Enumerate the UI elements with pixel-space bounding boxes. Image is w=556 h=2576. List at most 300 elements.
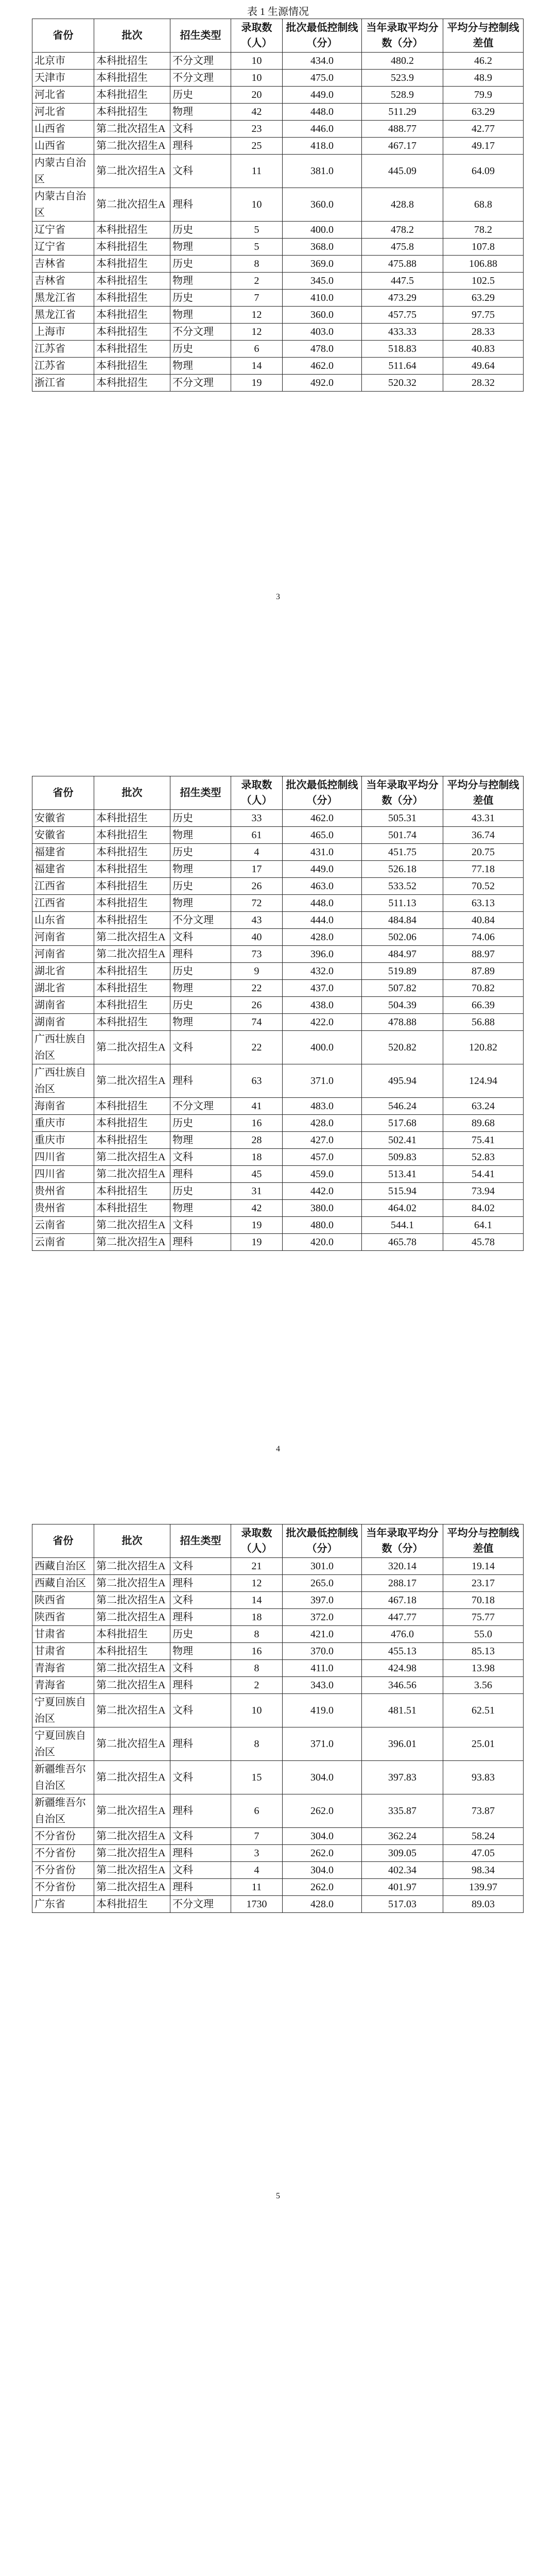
avg-score-cell: 445.09 <box>362 155 443 188</box>
batch-cell: 第二批次招生A <box>94 946 170 963</box>
batch-cell: 本科批招生 <box>94 827 170 844</box>
type-cell: 不分文理 <box>170 53 231 70</box>
table-row <box>32 1677 524 1694</box>
avg-score-cell: 505.31 <box>362 810 443 827</box>
min-control-line-cell: 368.0 <box>283 239 362 256</box>
min-control-line-cell: 478.0 <box>283 341 362 358</box>
batch-header: 批次 <box>94 1524 170 1558</box>
type-cell: 理科 <box>170 1234 231 1251</box>
batch-cell: 第二批次招生A <box>94 1761 170 1794</box>
min-control-line-cell: 432.0 <box>283 963 362 980</box>
min-control-line-cell: 448.0 <box>283 895 362 912</box>
province-cell: 云南省 <box>32 1217 94 1234</box>
admitted-count-cell: 5 <box>231 239 283 256</box>
score-diff-cell: 93.83 <box>443 1761 524 1794</box>
avg-score-cell: 513.41 <box>362 1166 443 1183</box>
score-diff-cell: 88.97 <box>443 946 524 963</box>
avg-score-cell: 509.83 <box>362 1149 443 1166</box>
province-cell: 内蒙古自治区 <box>32 155 94 188</box>
score-diff-cell: 89.03 <box>443 1896 524 1913</box>
type-cell: 历史 <box>170 341 231 358</box>
province-cell: 重庆市 <box>32 1132 94 1149</box>
batch-cell: 本科批招生 <box>94 1115 170 1132</box>
score-diff-cell: 79.9 <box>443 87 524 104</box>
min-control-line-cell: 396.0 <box>283 946 362 963</box>
type-cell: 理科 <box>170 188 231 222</box>
admitted-count-cell: 1730 <box>231 1896 283 1913</box>
type-cell: 历史 <box>170 290 231 307</box>
score-diff-cell: 28.32 <box>443 375 524 392</box>
avg-score-header: 当年录取平均分数（分） <box>362 1524 443 1558</box>
min-control-line-cell: 301.0 <box>283 1558 362 1575</box>
avg-score-cell: 518.83 <box>362 341 443 358</box>
score-diff-header: 平均分与控制线差值 <box>443 776 524 810</box>
min-control-line-cell: 437.0 <box>283 980 362 997</box>
batch-cell: 本科批招生 <box>94 222 170 239</box>
avg-score-cell: 484.84 <box>362 912 443 929</box>
type-cell: 理科 <box>170 138 231 155</box>
province-header: 省份 <box>32 19 94 53</box>
type-cell: 物理 <box>170 307 231 324</box>
source-table-page-3 <box>32 19 524 392</box>
province-cell: 贵州省 <box>32 1200 94 1217</box>
table-row <box>32 358 524 375</box>
batch-cell: 本科批招生 <box>94 1183 170 1200</box>
score-diff-cell: 66.39 <box>443 997 524 1014</box>
score-diff-cell: 63.29 <box>443 104 524 121</box>
admitted-count-cell: 12 <box>231 1575 283 1592</box>
table-row <box>32 1115 524 1132</box>
admitted-count-cell: 8 <box>231 256 283 273</box>
admitted-count-cell: 9 <box>231 963 283 980</box>
province-cell: 贵州省 <box>32 1183 94 1200</box>
score-diff-cell: 70.52 <box>443 878 524 895</box>
avg-score-cell: 523.9 <box>362 70 443 87</box>
avg-score-cell: 335.87 <box>362 1794 443 1828</box>
admitted-count-cell: 11 <box>231 1879 283 1896</box>
score-diff-cell: 70.82 <box>443 980 524 997</box>
min-control-line-cell: 462.0 <box>283 810 362 827</box>
table-row <box>32 239 524 256</box>
type-cell: 文科 <box>170 1694 231 1727</box>
type-cell: 文科 <box>170 1592 231 1609</box>
province-cell: 内蒙古自治区 <box>32 188 94 222</box>
table-row <box>32 256 524 273</box>
table-row <box>32 929 524 946</box>
type-cell: 不分文理 <box>170 912 231 929</box>
table-row <box>32 1845 524 1862</box>
avg-score-cell: 346.56 <box>362 1677 443 1694</box>
avg-score-cell: 502.06 <box>362 929 443 946</box>
table-row <box>32 946 524 963</box>
score-diff-cell: 78.2 <box>443 222 524 239</box>
province-cell: 北京市 <box>32 53 94 70</box>
batch-cell: 本科批招生 <box>94 895 170 912</box>
province-cell: 西藏自治区 <box>32 1575 94 1592</box>
min-control-line-header: 批次最低控制线（分） <box>283 776 362 810</box>
table-row <box>32 1183 524 1200</box>
admitted-count-cell: 7 <box>231 1828 283 1845</box>
table-row <box>32 1217 524 1234</box>
type-cell: 文科 <box>170 1862 231 1879</box>
table-row <box>32 1149 524 1166</box>
province-cell: 江苏省 <box>32 341 94 358</box>
batch-cell: 本科批招生 <box>94 239 170 256</box>
min-control-line-cell: 370.0 <box>283 1643 362 1660</box>
province-cell: 山西省 <box>32 121 94 138</box>
table-row <box>32 1200 524 1217</box>
admitted-count-cell: 41 <box>231 1098 283 1115</box>
min-control-line-cell: 262.0 <box>283 1845 362 1862</box>
avg-score-cell: 495.94 <box>362 1064 443 1098</box>
score-diff-header: 平均分与控制线差值 <box>443 1524 524 1558</box>
province-cell: 河北省 <box>32 87 94 104</box>
avg-score-cell: 533.52 <box>362 878 443 895</box>
table-row <box>32 1166 524 1183</box>
score-diff-cell: 87.89 <box>443 963 524 980</box>
table-row <box>32 121 524 138</box>
type-cell: 不分文理 <box>170 1098 231 1115</box>
min-control-line-cell: 427.0 <box>283 1132 362 1149</box>
type-cell: 物理 <box>170 239 231 256</box>
avg-score-cell: 511.13 <box>362 895 443 912</box>
avg-score-cell: 475.88 <box>362 256 443 273</box>
score-diff-cell: 19.14 <box>443 1558 524 1575</box>
table-row <box>32 222 524 239</box>
admitted-count-cell: 4 <box>231 1862 283 1879</box>
score-diff-cell: 28.33 <box>443 324 524 341</box>
avg-score-header: 当年录取平均分数（分） <box>362 19 443 53</box>
table-row <box>32 1064 524 1098</box>
score-diff-cell: 63.29 <box>443 290 524 307</box>
avg-score-cell: 480.2 <box>362 53 443 70</box>
score-diff-cell: 56.88 <box>443 1014 524 1031</box>
score-diff-cell: 49.64 <box>443 358 524 375</box>
type-cell: 物理 <box>170 980 231 997</box>
batch-cell: 第二批次招生A <box>94 1660 170 1677</box>
avg-score-cell: 396.01 <box>362 1727 443 1761</box>
batch-cell: 本科批招生 <box>94 878 170 895</box>
type-cell: 物理 <box>170 1643 231 1660</box>
table-row <box>32 155 524 188</box>
type-cell: 文科 <box>170 1149 231 1166</box>
type-cell: 文科 <box>170 1217 231 1234</box>
min-control-line-cell: 403.0 <box>283 324 362 341</box>
avg-score-cell: 511.29 <box>362 104 443 121</box>
source-table-page-5 <box>32 1524 524 1913</box>
table-row <box>32 980 524 997</box>
avg-score-cell: 511.64 <box>362 358 443 375</box>
province-cell: 山西省 <box>32 138 94 155</box>
avg-score-cell: 488.77 <box>362 121 443 138</box>
score-diff-cell: 54.41 <box>443 1166 524 1183</box>
province-cell: 广西壮族自治区 <box>32 1031 94 1064</box>
table-row <box>32 1879 524 1896</box>
admitted-count-cell: 23 <box>231 121 283 138</box>
province-cell: 辽宁省 <box>32 239 94 256</box>
score-diff-cell: 77.18 <box>443 861 524 878</box>
avg-score-cell: 467.18 <box>362 1592 443 1609</box>
avg-score-cell: 447.5 <box>362 273 443 290</box>
min-control-line-cell: 371.0 <box>283 1727 362 1761</box>
admitted-count-cell: 7 <box>231 290 283 307</box>
admitted-count-cell: 74 <box>231 1014 283 1031</box>
province-cell: 宁夏回族自治区 <box>32 1694 94 1727</box>
province-cell: 不分省份 <box>32 1845 94 1862</box>
avg-score-cell: 481.51 <box>362 1694 443 1727</box>
province-cell: 青海省 <box>32 1677 94 1694</box>
admitted-count-cell: 26 <box>231 878 283 895</box>
admitted-count-cell: 43 <box>231 912 283 929</box>
batch-cell: 本科批招生 <box>94 273 170 290</box>
min-control-line-cell: 400.0 <box>283 1031 362 1064</box>
batch-header: 批次 <box>94 19 170 53</box>
province-cell: 福建省 <box>32 861 94 878</box>
min-control-line-cell: 304.0 <box>283 1761 362 1794</box>
admitted-count-cell: 10 <box>231 53 283 70</box>
score-diff-cell: 3.56 <box>443 1677 524 1694</box>
min-control-line-cell: 372.0 <box>283 1609 362 1626</box>
admitted-count-cell: 8 <box>231 1727 283 1761</box>
score-diff-cell: 46.2 <box>443 53 524 70</box>
table-row <box>32 104 524 121</box>
min-control-line-cell: 419.0 <box>283 1694 362 1727</box>
admitted-count-cell: 25 <box>231 138 283 155</box>
min-control-line-cell: 304.0 <box>283 1828 362 1845</box>
score-diff-cell: 75.41 <box>443 1132 524 1149</box>
min-control-line-cell: 448.0 <box>283 104 362 121</box>
admitted-count-cell: 73 <box>231 946 283 963</box>
admitted-count-cell: 10 <box>231 1694 283 1727</box>
avg-score-cell: 515.94 <box>362 1183 443 1200</box>
table-row <box>32 810 524 827</box>
type-cell: 文科 <box>170 121 231 138</box>
province-cell: 宁夏回族自治区 <box>32 1727 94 1761</box>
score-diff-cell: 64.1 <box>443 1217 524 1234</box>
avg-score-cell: 546.24 <box>362 1098 443 1115</box>
score-diff-cell: 98.34 <box>443 1862 524 1879</box>
admitted-count-cell: 11 <box>231 155 283 188</box>
type-cell: 历史 <box>170 222 231 239</box>
admitted-count-cell: 3 <box>231 1845 283 1862</box>
batch-cell: 本科批招生 <box>94 1014 170 1031</box>
batch-header: 批次 <box>94 776 170 810</box>
table-caption: 表 1 生源情况 <box>247 6 309 18</box>
province-cell: 陕西省 <box>32 1592 94 1609</box>
table-row <box>32 1592 524 1609</box>
avg-score-cell: 457.75 <box>362 307 443 324</box>
type-header: 招生类型 <box>170 1524 231 1558</box>
avg-score-cell: 455.13 <box>362 1643 443 1660</box>
admitted-count-cell: 2 <box>231 273 283 290</box>
min-control-line-cell: 262.0 <box>283 1794 362 1828</box>
page-number: 5 <box>276 2192 280 2200</box>
province-cell: 广东省 <box>32 1896 94 1913</box>
avg-score-cell: 433.33 <box>362 324 443 341</box>
province-cell: 上海市 <box>32 324 94 341</box>
score-diff-cell: 43.31 <box>443 810 524 827</box>
table-row <box>32 1694 524 1727</box>
type-cell: 历史 <box>170 256 231 273</box>
admitted-count-cell: 16 <box>231 1115 283 1132</box>
batch-cell: 第二批次招生A <box>94 1609 170 1626</box>
avg-score-header: 当年录取平均分数（分） <box>362 776 443 810</box>
avg-score-cell: 476.0 <box>362 1626 443 1643</box>
score-diff-cell: 40.84 <box>443 912 524 929</box>
province-cell: 不分省份 <box>32 1879 94 1896</box>
batch-cell: 本科批招生 <box>94 1200 170 1217</box>
type-cell: 历史 <box>170 87 231 104</box>
province-cell: 河北省 <box>32 104 94 121</box>
province-cell: 湖南省 <box>32 997 94 1014</box>
batch-cell: 第二批次招生A <box>94 1592 170 1609</box>
score-diff-cell: 55.0 <box>443 1626 524 1643</box>
batch-cell: 第二批次招生A <box>94 1575 170 1592</box>
table-row <box>32 912 524 929</box>
score-diff-cell: 49.17 <box>443 138 524 155</box>
province-cell: 陕西省 <box>32 1609 94 1626</box>
score-diff-cell: 47.05 <box>443 1845 524 1862</box>
avg-score-cell: 424.98 <box>362 1660 443 1677</box>
batch-cell: 第二批次招生A <box>94 1234 170 1251</box>
type-cell: 物理 <box>170 861 231 878</box>
min-control-line-cell: 428.0 <box>283 1115 362 1132</box>
province-cell: 新疆维吾尔自治区 <box>32 1794 94 1828</box>
province-cell: 不分省份 <box>32 1862 94 1879</box>
province-cell: 天津市 <box>32 70 94 87</box>
type-cell: 理科 <box>170 946 231 963</box>
batch-cell: 本科批招生 <box>94 358 170 375</box>
min-control-line-cell: 360.0 <box>283 188 362 222</box>
table-row <box>32 861 524 878</box>
admitted-count-cell: 72 <box>231 895 283 912</box>
province-cell: 安徽省 <box>32 827 94 844</box>
batch-cell: 第二批次招生A <box>94 138 170 155</box>
header-row <box>32 19 524 53</box>
min-control-line-cell: 418.0 <box>283 138 362 155</box>
type-cell: 理科 <box>170 1845 231 1862</box>
min-control-line-cell: 343.0 <box>283 1677 362 1694</box>
province-cell: 湖北省 <box>32 980 94 997</box>
table-row <box>32 341 524 358</box>
table-row <box>32 307 524 324</box>
batch-cell: 本科批招生 <box>94 1098 170 1115</box>
province-cell: 新疆维吾尔自治区 <box>32 1761 94 1794</box>
min-control-line-header: 批次最低控制线（分） <box>283 19 362 53</box>
province-header: 省份 <box>32 1524 94 1558</box>
province-cell: 河南省 <box>32 929 94 946</box>
table-row <box>32 1609 524 1626</box>
batch-cell: 第二批次招生A <box>94 1217 170 1234</box>
avg-score-cell: 501.74 <box>362 827 443 844</box>
page-number: 4 <box>276 1445 280 1453</box>
score-diff-cell: 75.77 <box>443 1609 524 1626</box>
avg-score-cell: 401.97 <box>362 1879 443 1896</box>
min-control-line-cell: 265.0 <box>283 1575 362 1592</box>
admitted-count-cell: 10 <box>231 188 283 222</box>
admitted-count-cell: 18 <box>231 1149 283 1166</box>
admitted-count-cell: 31 <box>231 1183 283 1200</box>
avg-score-cell: 362.24 <box>362 1828 443 1845</box>
batch-cell: 第二批次招生A <box>94 1727 170 1761</box>
province-cell: 甘肃省 <box>32 1643 94 1660</box>
avg-score-cell: 402.34 <box>362 1862 443 1879</box>
type-cell: 理科 <box>170 1794 231 1828</box>
province-cell: 广西壮族自治区 <box>32 1064 94 1098</box>
min-control-line-cell: 428.0 <box>283 929 362 946</box>
admitted-count-header: 录取数（人） <box>231 776 283 810</box>
score-diff-cell: 64.09 <box>443 155 524 188</box>
avg-score-cell: 478.88 <box>362 1014 443 1031</box>
score-diff-cell: 89.68 <box>443 1115 524 1132</box>
table-row <box>32 324 524 341</box>
type-cell: 文科 <box>170 1031 231 1064</box>
min-control-line-cell: 444.0 <box>283 912 362 929</box>
min-control-line-cell: 475.0 <box>283 70 362 87</box>
avg-score-cell: 465.78 <box>362 1234 443 1251</box>
type-cell: 理科 <box>170 1064 231 1098</box>
batch-cell: 本科批招生 <box>94 87 170 104</box>
province-cell: 青海省 <box>32 1660 94 1677</box>
type-cell: 物理 <box>170 827 231 844</box>
min-control-line-cell: 371.0 <box>283 1064 362 1098</box>
min-control-line-cell: 369.0 <box>283 256 362 273</box>
avg-score-cell: 484.97 <box>362 946 443 963</box>
batch-cell: 第二批次招生A <box>94 1845 170 1862</box>
batch-cell: 第二批次招生A <box>94 1794 170 1828</box>
avg-score-cell: 309.05 <box>362 1845 443 1862</box>
admitted-count-cell: 40 <box>231 929 283 946</box>
province-cell: 黑龙江省 <box>32 307 94 324</box>
admitted-count-cell: 42 <box>231 1200 283 1217</box>
min-control-line-cell: 422.0 <box>283 1014 362 1031</box>
table-row <box>32 963 524 980</box>
admitted-count-cell: 63 <box>231 1064 283 1098</box>
score-diff-cell: 73.94 <box>443 1183 524 1200</box>
admitted-count-cell: 22 <box>231 1031 283 1064</box>
admitted-count-cell: 16 <box>231 1643 283 1660</box>
batch-cell: 第二批次招生A <box>94 1879 170 1896</box>
score-diff-cell: 13.98 <box>443 1660 524 1677</box>
score-diff-cell: 120.82 <box>443 1031 524 1064</box>
min-control-line-cell: 262.0 <box>283 1879 362 1896</box>
score-diff-cell: 45.78 <box>443 1234 524 1251</box>
type-cell: 物理 <box>170 895 231 912</box>
type-cell: 历史 <box>170 1115 231 1132</box>
admitted-count-cell: 28 <box>231 1132 283 1149</box>
type-cell: 理科 <box>170 1879 231 1896</box>
province-cell: 安徽省 <box>32 810 94 827</box>
type-cell: 文科 <box>170 1828 231 1845</box>
score-diff-cell: 85.13 <box>443 1643 524 1660</box>
admitted-count-cell: 20 <box>231 87 283 104</box>
batch-cell: 第二批次招生A <box>94 1166 170 1183</box>
admitted-count-cell: 15 <box>231 1761 283 1794</box>
admitted-count-cell: 14 <box>231 358 283 375</box>
admitted-count-cell: 18 <box>231 1609 283 1626</box>
table-row <box>32 87 524 104</box>
avg-score-cell: 397.83 <box>362 1761 443 1794</box>
batch-cell: 第二批次招生A <box>94 121 170 138</box>
avg-score-cell: 519.89 <box>362 963 443 980</box>
admitted-count-cell: 19 <box>231 1234 283 1251</box>
avg-score-cell: 517.68 <box>362 1115 443 1132</box>
score-diff-cell: 62.51 <box>443 1694 524 1727</box>
avg-score-cell: 478.2 <box>362 222 443 239</box>
min-control-line-cell: 397.0 <box>283 1592 362 1609</box>
admitted-count-cell: 5 <box>231 222 283 239</box>
table-row <box>32 138 524 155</box>
